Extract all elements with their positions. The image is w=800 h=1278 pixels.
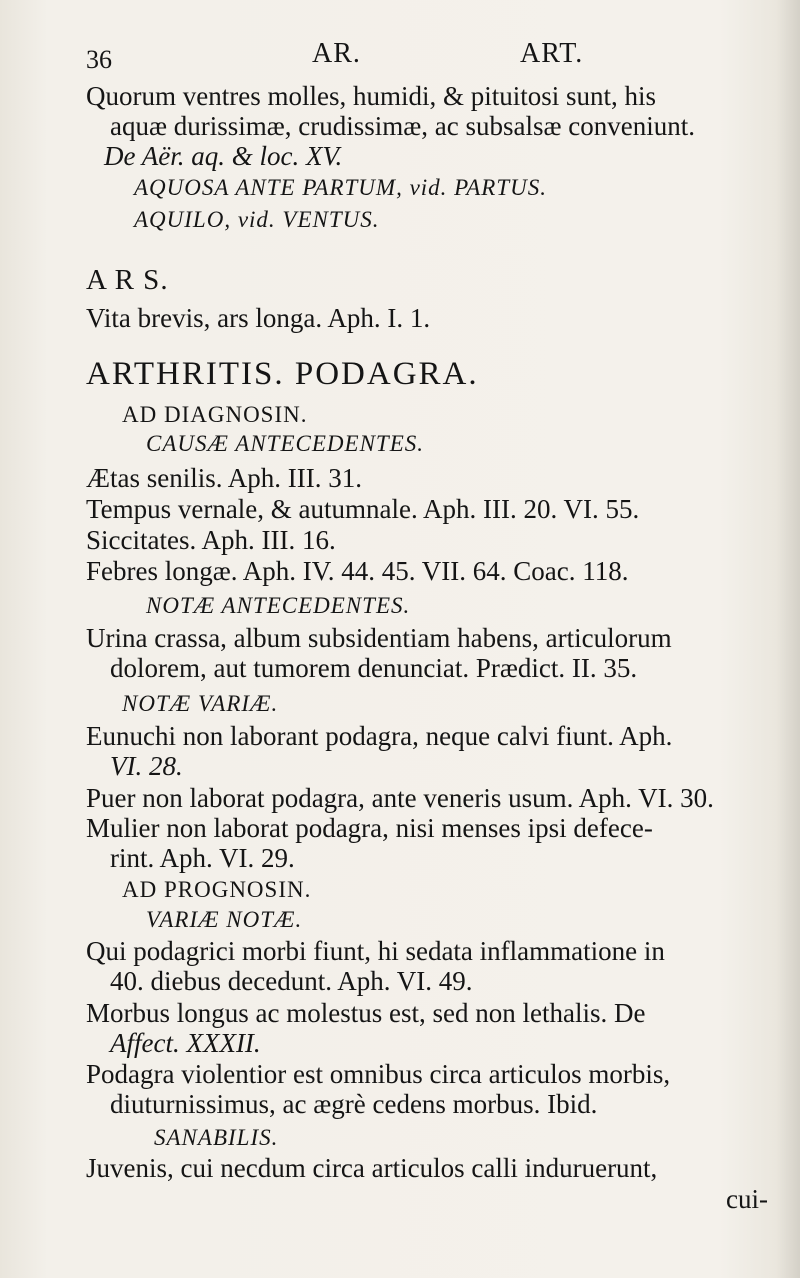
cross-reference: AQUILO, vid. VENTUS. [134,207,380,232]
text-line: Quorum ventres molles, humidi, & pituitosi sunt, his [86,81,656,111]
citation-line: Affect. XXXII. [110,1028,261,1058]
text-line: Eunuchi non laborant podagra, neque calvi fiunt. Aph. [86,721,673,751]
text-line: Febres longæ. Aph. IV. 44. 45. VII. 64. Coac. 118. [86,556,629,586]
text-line: Juvenis, cui necdum circa articulos calli induruerunt, [86,1153,658,1183]
text-line: aquæ durissimæ, crudissimæ, ac subsalsæ conveniunt. [110,111,695,141]
text-line: Ætas senilis. Aph. III. 31. [86,463,362,493]
text-line: Qui podagrici morbi fiunt, hi sedata inflammatione in [86,936,665,966]
subheading: NOTÆ VARIÆ. [122,691,279,716]
citation-line: De Aër. aq. & loc. XV. [104,141,343,171]
section-heading: ARTHRITIS. PODAGRA. [86,356,479,392]
subheading: NOTÆ ANTECEDENTES. [146,593,411,618]
cross-reference: AQUOSA ANTE PARTUM, vid. PARTUS. [134,175,548,200]
subheading: VARIÆ NOTÆ. [146,907,303,932]
text-line: diuturnissimus, ac ægrè cedens morbus. Ibid. [110,1089,598,1119]
text-line: Podagra violentior est omnibus circa articulos morbis, [86,1059,671,1089]
text-line: Puer non laborat podagra, ante veneris usum. Aph. VI. 30. [86,783,714,813]
text-line: Vita brevis, ars longa. Aph. I. 1. [86,303,431,333]
text-line: rint. Aph. VI. 29. [110,843,295,873]
page-number: 36 [86,45,112,74]
running-head-left: AR. [312,38,361,69]
running-head-right: ART. [520,38,584,69]
text-line: Morbus longus ac molestus est, sed non lethalis. De [86,998,646,1028]
text-line: Mulier non laborat podagra, nisi menses ipsi defece- [86,813,653,843]
subheading: AD PROGNOSIN. [122,877,312,902]
text-line: Urina crassa, album subsidentiam habens, articulorum [86,623,672,653]
subheading: AD DIAGNOSIN. [122,402,308,427]
text-line: dolorem, aut tumorem denunciat. Prædict. II. 35. [110,653,638,683]
section-heading: A R S. [86,264,169,296]
citation-line: VI. 28. [110,751,183,781]
text-line: Tempus vernale, & autumnale. Aph. III. 20. VI. 55. [86,494,640,524]
subheading: SANABILIS. [154,1125,279,1150]
text-line: Siccitates. Aph. III. 16. [86,525,336,555]
catchword: cui- [726,1184,768,1214]
subheading: CAUSÆ ANTECEDENTES. [146,431,424,456]
text-line: 40. diebus decedunt. Aph. VI. 49. [110,966,473,996]
